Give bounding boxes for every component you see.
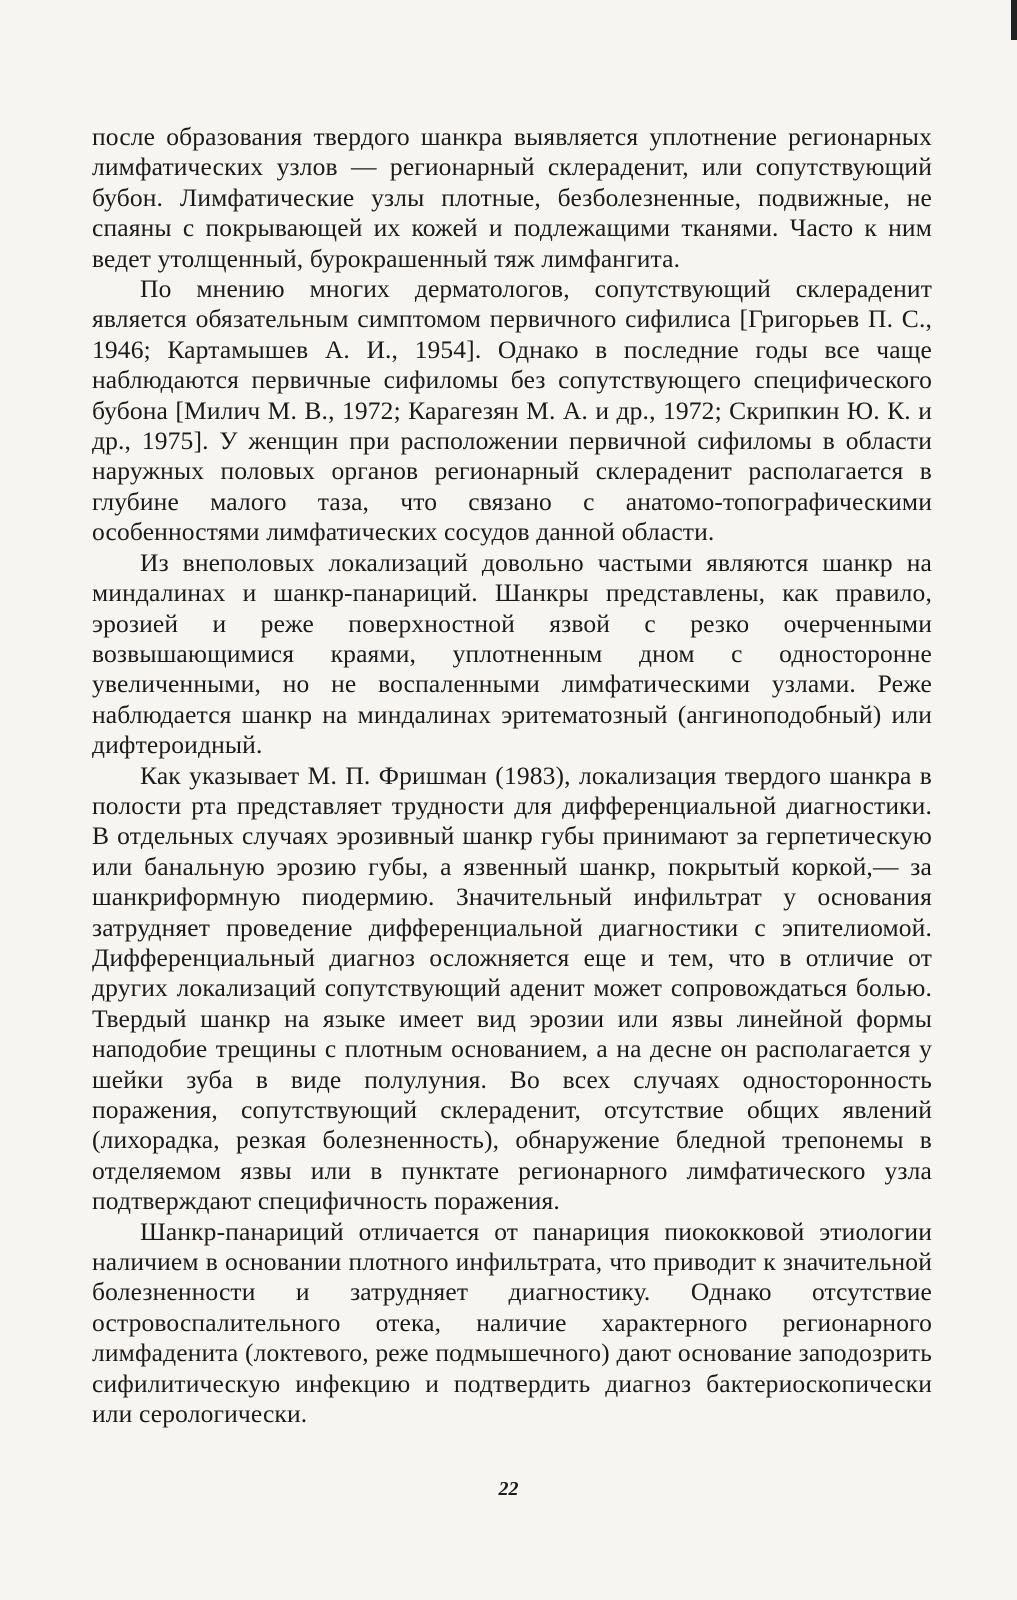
page-edge-shadow [1011,0,1017,40]
paragraph-extragenital: Из внеполовых локализаций довольно частыми являются шанкр на миндалинах и шанкр-панариций. Шанкры представлены, как правило, эрозией и реже поверхностной язвой с резко очерченными возвышающимися краями, уплотненным дном с односторонне увеличенными, но не воспаленными лимфатическими узлами. Реже наблюдается шанкр на миндалинах эритематозный (ангиноподобный) или дифтероидный. [92,547,932,760]
document-body [92,122,932,1429]
page-number: 22 [498,1478,519,1500]
paragraph-oral-chancre: Как указывает М. П. Фришман (1983), локализация твердого шанкра в полости рта представляет трудности для дифференциальной диагностики. В отдельных случаях эрозивный шанкр губы принимают за герпетическую или банальную эрозию губы, а язвенный шанкр, покрытый коркой,— за шанкриформную пиодермию. Значительный инфильтрат у основания затрудняет проведение дифференциальной диагностики с эпителиомой. Дифференциальный диагноз осложняется еще и тем, что в отличие от других локализаций сопутствующий аденит может сопровождаться болью. Твердый шанкр на языке имеет вид эрозии или язвы линейной формы наподобие трещины с плотным основанием, а на десне он располагается у шейки зуба в виде полулуния. Во всех случаях односторонность поражения, сопутствующий склераденит, отсутствие общих явлений (лихорадка, резкая болезненность), обнаружение бледной трепонемы в отделяемом язвы или в пунктате регионарного лимфатического узла подтверждают специфичность поражения. [92,760,932,1216]
paragraph-continuation: после образования твердого шанкра выявляется уплотнение регионарных лимфатических узлов — регионарный склераденит, или сопутствующий бубон. Лимфатические узлы плотные, безболезненные, подвижные, не спаяны с покрывающей их кожей и подлежащими тканями. Часто к ним ведет утолщенный, бурокрашенный тяж лимфангита. [92,122,932,273]
paragraph-sclera-denitis: По мнению многих дерматологов, сопутствующий склераденит является обязательным симптомом первичного сифилиса [Григорьев П. С., 1946; Картамышев А. И., 1954]. Однако в последние годы все чаще наблюдаются первичные сифиломы без сопутствующего специфического бубона [Милич М. В., 1972; Карагезян М. А. и др., 1972; Скрипкин Ю. К. и др., 1975]. У женщин при расположении первичной сифиломы в области наружных половых органов регионарный склераденит располагается в глубине малого таза, что связано с анатомо-топографическими особенностями лимфатических сосудов данной области. [92,274,932,547]
paragraph-chancre-panaritium: Шанкр-панариций отличается от панариция пиококковой этиологии наличием в основании плотного инфильтрата, что приводит к значительной болезненности и затрудняет диагностику. Однако отсутствие островоспалительного отека, наличие характерного регионарного лимфаденита (локтевого, реже подмышечного) дают основание заподозрить сифилитическую инфекцию и подтвердить диагноз бактериоскопически или серологически. [92,1216,932,1429]
